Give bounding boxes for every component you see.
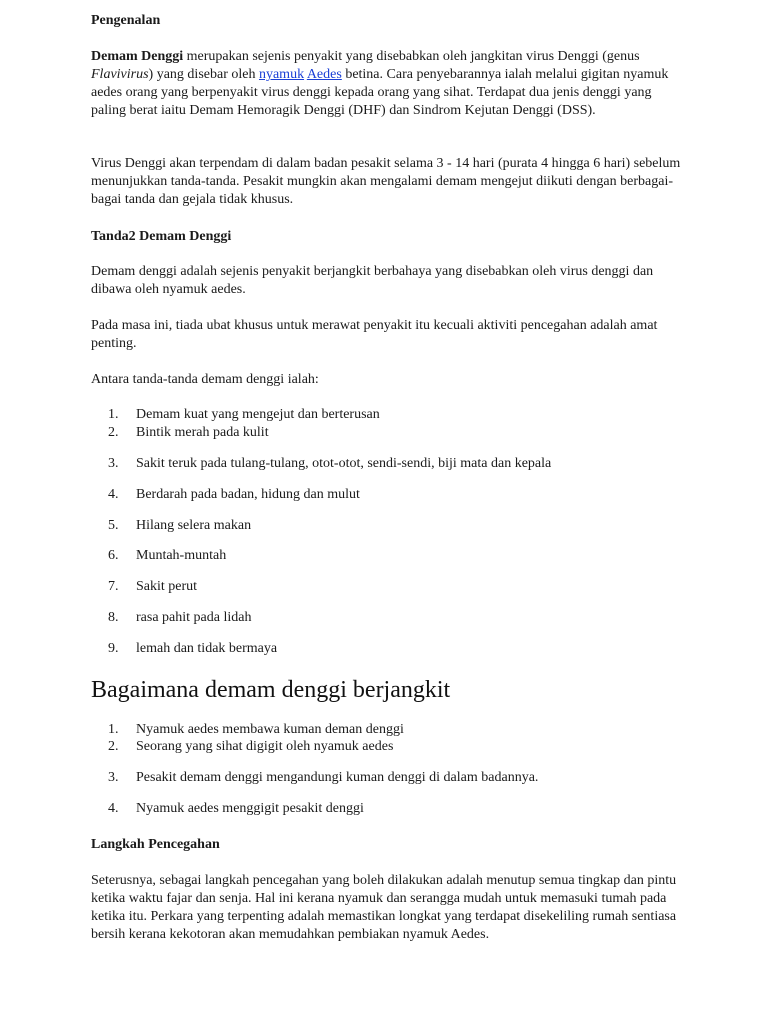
list-number: 2. (108, 425, 119, 440)
heading-langkah-pencegahan: Langkah Pencegahan (91, 837, 220, 852)
genus-flavivirus: Flavivirus (91, 67, 149, 82)
list-number: 5. (108, 518, 119, 533)
signs-paragraph-2: Pada masa ini, tiada ubat khusus untuk merawat penyakit itu kecuali aktiviti pencegahan adalah amat penting. (91, 318, 658, 351)
list-number: 4. (108, 801, 119, 816)
list-number: 2. (108, 739, 119, 754)
intro-paragraph-2: Virus Denggi akan terpendam di dalam badan pesakit selama 3 - 14 hari (purata 4 hingga 6 hari) sebelum menunjukkan tanda-tanda. Pesakit mungkin akan mengalami demam mengejut diikuti dengan berbagai-bagai tanda dan gejala tidak khusus. (91, 156, 681, 207)
list-item (108, 406, 668, 424)
list-text: rasa pahit pada lidah (136, 610, 252, 625)
intro-paragraph-1 (91, 48, 681, 120)
prevent-paragraph-1: Seterusnya, sebagai langkah pencegahan yang boleh dilakukan adalah menutup semua tingkap dan pintu ketika waktu fajar dan senja. Hal ini kerana nyamuk dan serangga mudah untuk memasuki tumah pada ketika itu. Perkara yang terpenting adalah memastikan longkat yang terdapat disekeliling rumah sentiasa bersih kerana kekotoran akan memudahkan pembiakan nyamuk Aedes. (91, 873, 677, 942)
list-text: Berdarah pada badan, hidung dan mulut (136, 487, 360, 502)
list-text: Pesakit demam denggi mengandungi kuman denggi di dalam badannya. (136, 770, 539, 785)
list-number: 4. (108, 487, 119, 502)
list-text: Demam kuat yang mengejut dan berterusan (136, 407, 380, 422)
list-item (108, 517, 668, 535)
list-item (108, 455, 668, 473)
list-number: 1. (108, 722, 119, 737)
list-number: 3. (108, 456, 119, 471)
list-text: Muntah-muntah (136, 548, 227, 563)
heading-bagaimana-berjangkit: Bagaimana demam denggi berjangkit (91, 677, 451, 703)
intro-text-3: betina. Cara penyebarannya ialah melalui gigitan nyamuk aedes orang yang berpenyakit virus denggi kepada orang yang sihat. Terdapat dua jenis denggi yang paling berat iaitu Demam Hemoragik Denggi (DHF) dan Sindrom Kejutan Denggi (DSS). (91, 67, 669, 118)
list-number: 1. (108, 407, 119, 422)
list-number: 7. (108, 579, 119, 594)
heading-pengenalan: Pengenalan (91, 13, 161, 28)
list-text: Sakit teruk pada tulang-tulang, otot-otot, sendi-sendi, biji mata dan kepala (136, 456, 552, 471)
signs-paragraph-1: Demam denggi adalah sejenis penyakit berjangkit berbahaya yang disebabkan oleh virus denggi dan dibawa oleh nyamuk aedes. (91, 264, 654, 297)
link-aedes[interactable]: Aedes (306, 67, 342, 82)
list-number: 9. (108, 641, 119, 656)
list-item (108, 721, 668, 739)
list-text: Sakit perut (136, 579, 198, 594)
list-text: Nyamuk aedes membawa kuman deman denggi (136, 722, 404, 737)
list-item (108, 800, 668, 818)
list-number: 6. (108, 548, 119, 563)
list-item (108, 486, 668, 504)
list-text: Bintik merah pada kulit (136, 425, 269, 440)
link-nyamuk[interactable]: nyamuk (258, 67, 305, 82)
list-item (108, 640, 668, 658)
list-number: 3. (108, 770, 119, 785)
list-item (108, 547, 668, 565)
list-text: Hilang selera makan (136, 518, 252, 533)
intro-text-2: ) yang disebar oleh (148, 67, 259, 82)
list-number: 8. (108, 610, 119, 625)
list-text: Seorang yang sihat digigit oleh nyamuk aedes (136, 739, 394, 754)
list-item (108, 578, 668, 596)
list-text: lemah dan tidak bermaya (136, 641, 278, 656)
list-item (108, 424, 668, 442)
signs-paragraph-3: Antara tanda-tanda demam denggi ialah: (91, 372, 319, 387)
list-item (108, 609, 668, 627)
term-demam-denggi: Demam Denggi (91, 49, 184, 64)
heading-tanda-denggi: Tanda2 Demam Denggi (91, 229, 232, 244)
list-item (108, 769, 668, 787)
list-text: Nyamuk aedes menggigit pesakit denggi (136, 801, 364, 816)
list-item (108, 738, 668, 756)
intro-text-1: merupakan sejenis penyakit yang disebabkan oleh jangkitan virus Denggi (genus (183, 49, 640, 64)
